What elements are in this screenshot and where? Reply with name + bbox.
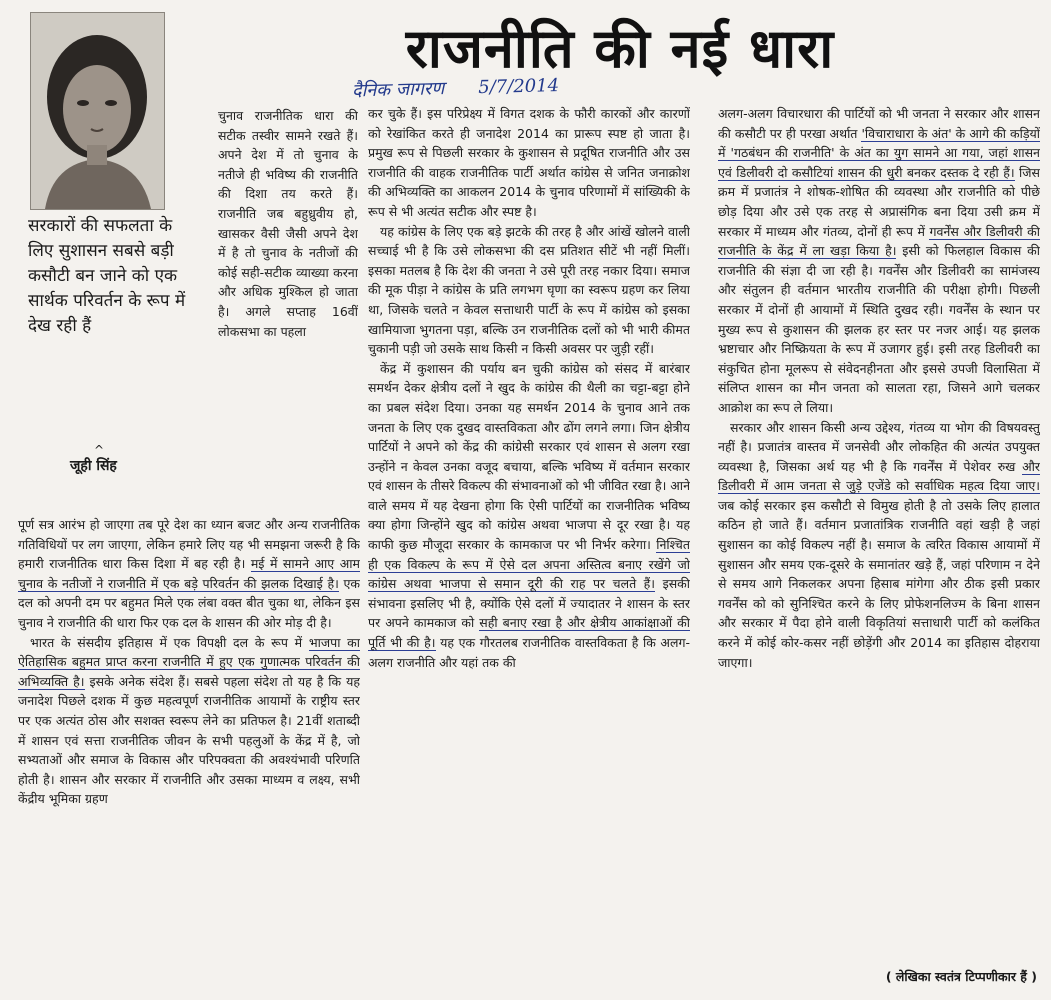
paragraph: यह कांग्रेस के लिए एक बड़े झटके की तरह है और आंखें खोलने वाली सच्चाई भी है कि उसे लोकसभा की दस प्रतिशत सीटें भी नहीं मिलीं। इसका मतलब है कि देश की जनता ने उसे पूरी तरह नकार दिया। समाज की मूक पीड़ा ने कांग्रेस के प्रति लगभग घृणा का स्वरूप ग्रहण कर लिया था, जिसके चलते न केवल सत्ताधारी पार्टी के रूप में कांग्रेस को इसका खामियाजा भुगतना पड़ा, बल्कि उन राजनीतिक दलों को भी भारी कीमत चुकानी पड़ी जो उसके साथ किसी न किसी अवसर पर जुड़ी रहीं।: [368, 223, 690, 357]
text-run: जिस क्रम में प्रजातंत्र ने शोषक-शोषित की व्यवस्था और राजनीति को पीछे छोड़ दिया और उसे एक तरह से अप्रासंगिक बना दिया उसी क्रम में सरकार में माध्यम और गंतव्य, दोनों ही रूप में: [718, 164, 1040, 239]
paragraph: [718, 418, 1040, 673]
handwritten-date: 5/7/2014: [477, 75, 560, 99]
underlined-text: गवर्नेंस और डिलीवरी की राजनीति के केंद्र में ला खड़ा किया है।: [718, 223, 1040, 259]
text-run: इसके अनेक संदेश हैं। सबसे पहला संदेश तो यह है कि यह जनादेश पिछले दशक में कुछ महत्वपूर्ण राजनीतिक आयामों के राष्ट्रीय स्तर पर एक अत्यंत ठोस और सशक्त स्वरूप लेने का प्रतिफल है। 21वीं शताब्दी में शासन एवं सत्ता राजनीतिक जीवन के सभी पहलुओं के केंद्र में है, जो सभ्यताओं और समाज के विकास और परिपक्वता की अवश्यंभावी परिणति होती है। शासन और सरकार में राजनीति और उसका माध्यम व लक्ष्य, सभी केंद्रीय भूमिका ग्रहण: [18, 673, 360, 807]
caret-mark: ^: [94, 443, 105, 457]
text-run: एक दल को अपनी दम पर बहुमत मिले एक लंबा वक्त बीत चुका था, लेकिन इस चुनाव ने राजनीति की धारा फिर एक दल के शासन की ओर मोड़ दी है।: [18, 575, 360, 630]
pull-quote: सरकारों की सफलता के लिए सुशासन सबसे बड़ी कसौटी बन जाने को एक सार्थक परिवर्तन के रूप में देख रही हैं: [28, 216, 186, 336]
text-run: इसकी संभावना इसलिए भी है, क्योंकि ऐसे दलों में ज्यादातर ने शासन के स्तर पर अपने कामकाज को: [368, 576, 690, 631]
column-2: [368, 104, 690, 994]
author-photo: [30, 12, 165, 210]
paragraph: [18, 515, 360, 633]
underlined-text: मई में सामने आए आम चुनाव के नतीजों ने राजनीति में एक बड़े परिवर्तन की झलक दिखाई है।: [18, 556, 360, 591]
text-run: भारत के संसदीय इतिहास में एक विपक्षी दल के रूप में: [30, 634, 303, 650]
underlined-text: निश्चित ही एक विकल्प के रूप में ऐसे दल अपना अस्तित्व बनाए रखेंगे जो कांग्रेस अथवा भाजपा से समान दूरी की राह पर चलते हैं।: [368, 537, 690, 592]
underlined-text: सही बनाए रखा है और क्षेत्रीय आकांक्षाओं की पूर्ति भी की है।: [368, 615, 690, 651]
text-run: अलग-अलग विचारधारा की पार्टियों को भी जनता ने सरकार और शासन की कसौटी पर ही परखा अर्थात: [718, 106, 1040, 141]
headline: राजनीति की नई धारा: [405, 17, 835, 80]
paragraph: कर चुके हैं। इस परिप्रेक्ष्य में विगत दशक के फौरी कारकों और कारणों को रेखांकित करते ही जनादेश 2014 का प्रारूप स्पष्ट हो जाता है। प्रमुख रूप से पिछली सरकार के कुशासन से प्रदूषित राजनीति और उस राजनीति की वाहक राजनीतिक पार्टी अर्थात कांग्रेस से जनित जनाक्रोश की अभिव्यक्ति का आकलन 2014 के चुनाव परिणामों में सांख्यिकी के रूप से भी अत्यंत सटीक और स्पष्ट है।: [368, 106, 690, 219]
paragraph: चुनाव राजनीतिक धारा की सटीक तस्वीर सामने रखते हैं। अपने देश में तो चुनाव के नतीजे ही भविष्य की राजनीति की दिशा तय करते हैं। राजनीति जब बहुध्रुवीय हो, खासकर वैसी जैसी अपने देश में है तो चुनाव के नतीजों की कोई सही-सटीक व्याख्या करना और अधिक मुश्किल हो जाता है। अगले सप्ताह 16वीं लोकसभा का पहला: [218, 108, 358, 339]
handwritten-source: दैनिक जागरण: [351, 78, 445, 102]
text-run: यह एक गौरतलब राजनीतिक वास्तविकता है कि अलग-अलग राजनीति और यहां तक की: [368, 635, 690, 670]
paragraph: [368, 359, 690, 673]
column-1-top: [218, 106, 358, 520]
author-portrait-image: [31, 13, 164, 209]
text-run: इसी को फिलहाल विकास की राजनीति की संज्ञा दी जा रही है। गवर्नेंस और डिलीवरी का सामंजस्य और संतुलन ही वर्तमान भारतीय राजनीति की परीक्षा होगी। पिछली सरकार में दोनों ही आयामों में स्थिति दुखद रही। गवर्नेंस के स्थान पर मुख्य रूप से कुशासन की झलक हर स्तर पर नजर आई। यह झलक भ्रष्टाचार और निष्क्रियता के रूप में उजागर हुई। इसी तरह डिलीवरी का संकुचित होना मूलरूप से संवेदनहीनता और इससे उपजी विलासिता में संलिप्त शासन का मौन जनता को सालता रहा, जिसने आगे चलकर आक्रोश का रूप ले लिया।: [718, 243, 1040, 415]
author-signoff: ( लेखिका स्वतंत्र टिप्पणीकार हैं ): [885, 969, 1037, 984]
paragraph: [18, 633, 360, 809]
column-1-bottom: [18, 515, 360, 993]
author-byline: जूही सिंह: [70, 458, 117, 474]
column-3: [718, 104, 1040, 994]
underlined-text: 'विचाराधारा के अंत' के आगे की कड़ियों में 'गठबंधन की राजनीति' के अंत का युग सामने आ गया, जहां शासन एवं डिलीवरी दो कसौटियां शासन की धुरी बनकर दस्तक दे रही हैं।: [718, 125, 1040, 180]
text-run: पूर्ण सत्र आरंभ हो जाएगा तब पूरे देश का ध्यान बजट और अन्य राजनीतिक गतिविधियों पर लग जाएगा, लेकिन हमारे लिए यह भी समझना जरूरी है कि हमारी राजनीतिक धारा किस दिशा में बह रही है।: [18, 517, 360, 572]
text-run: जब कोई सरकार इस कसौटी से विमुख होती है तो उसके लिए हालात कठिन हो जाते हैं। वर्तमान प्रजातांत्रिक राजनीति वहां खड़ी है जहां सुशासन का कोई विकल्प नहीं है। समाज के त्वरित विकास आयामों में सुशासन और समय एक-दूसरे के समानांतर खड़े हैं, जहां परिणाम न देने से समय आगे निकलकर अपना हिसाब मांगेगा और ठीक इसी प्रकार गवर्नेंस को को सुनिश्चित करने के लिए प्रोफेशनलिज्म के बिना शासन और सरकार में पैदा होने वाली विकृतियां सत्ताधारी पार्टी को कलंकित करने में कोई कोर-कसर नहीं छोड़ेंगी और 2014 का इतिहास दोहराया जाएगा।: [718, 497, 1040, 670]
text-run: सरकार और शासन किसी अन्य उद्देश्य, गंतव्य या भोग की विषयवस्तु नहीं है। प्रजातंत्र वास्तव में जनसेवी और लोकहित की अत्यंत उपयुक्त व्यवस्था है, जिसका अर्थ यह भी है कि गवर्नेंस में पेशेवर रुख: [718, 419, 1040, 474]
text-run: केंद्र में कुशासन की पर्याय बन चुकी कांग्रेस को संसद में बारंबार समर्थन देकर क्षेत्रीय दलों ने खुद के कांग्रेस की थैली का चट्टा-बट्टा होने का प्रबल संदेश दिया। उनका यह समर्थन 2014 के चुनाव आने तक जनता के लिए एक दुखद वास्तविकता और ढोंग लगने लगा। जिन क्षेत्रीय पार्टियों ने अपने को केंद्र की कांग्रेसी सरकार एवं शासन से अलग रखा उन्होंने न केवल उनका वजूद बचाया, बल्कि भविष्य में वर्तमान सरकार एवं शासन के तीसरे विकल्प की संभावनाओं को भी जीवित रखा है। आने वाले समय में यह देखना होगा कि ऐसी पार्टियों का राजनीतिक भविष्य क्या होगा जिन्होंने खुद को कांग्रेस अथवा भाजपा से दूर रखा है। यह काफी कुछ मौजूदा सरकार के कामकाज पर भी निर्भर करेगा।: [368, 360, 690, 553]
underlined-text: भाजपा का ऐतिहासिक बहुमत प्राप्त करना राजनीति में हुए एक गुणात्मक परिवर्तन की अभिव्यक्ति है।: [18, 634, 360, 689]
paragraph: [718, 104, 1040, 418]
underlined-text: और डिलीवरी में आम जनता से जुड़े एजेंडे को सर्वाधिक महत्व दिया जाए।: [718, 458, 1040, 494]
